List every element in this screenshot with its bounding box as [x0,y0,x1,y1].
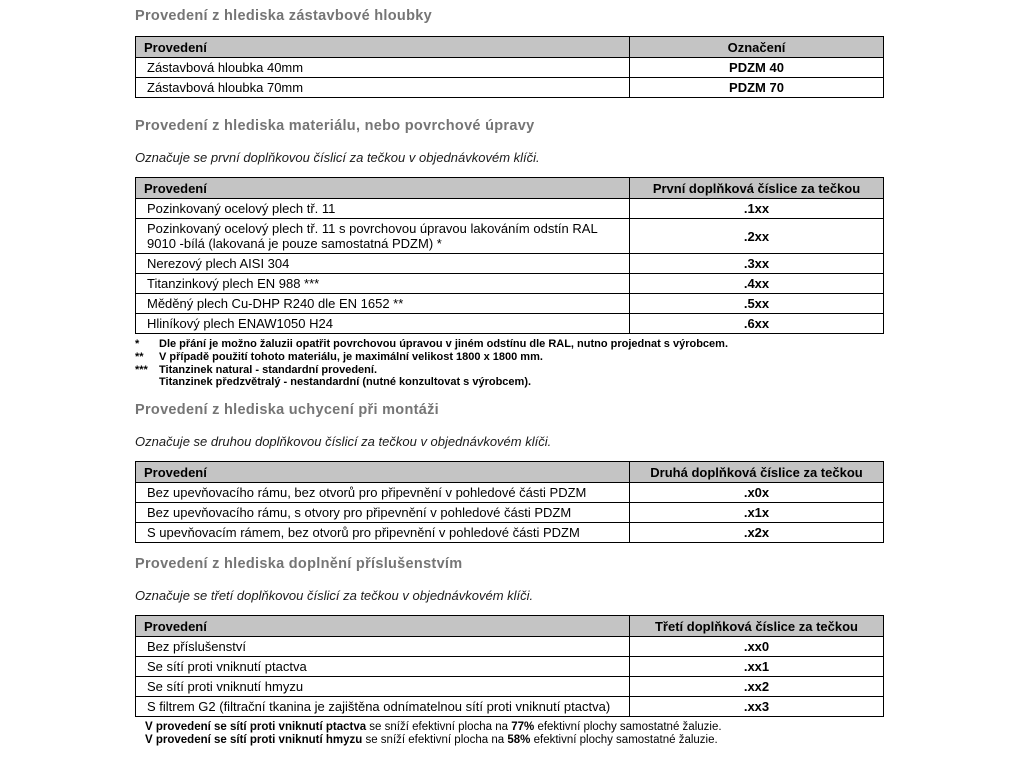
footnotes-material [135,338,884,389]
table-row [136,503,884,523]
note-text: efektivní plochy samostatné žaluzie. [530,733,718,746]
notes-accessories [135,721,884,747]
table-row [136,294,884,314]
table-row [136,314,884,334]
table-row [136,219,884,254]
table-row [136,657,884,677]
note-bold-percent: 58% [507,733,531,746]
section-intro-mount: Označuje se druhou doplňkovou číslicí za tečkou v objednávkovém klíči. [135,434,552,450]
footnote-text: Titanzinek natural - standardní provedení. [159,363,378,376]
cell-digit: .x2x [630,523,884,543]
footnote-text: V případě použití tohoto materiálu, je maximální velikost 1800 x 1800 mm. [159,350,543,363]
note-bold-percent: 77% [511,721,535,734]
note-text: se sníží efektivní plocha na [362,733,508,746]
section-heading-mount: Provedení z hlediska uchycení při montáži [135,402,439,419]
note-bold-lead: V provedení se sítí proti vniknutí hmyzu [145,733,363,746]
col-header-provedeni: Provedení [136,37,630,58]
footnote-text: Dle přání je možno žaluzii opatřit povrchovou úpravou v jiném odstínu dle RAL, nutno projednat s výrobcem. [159,338,729,350]
footnote-line [135,364,884,377]
note-line [145,721,884,734]
cell-provedeni: S filtrem G2 (filtrační tkanina je zajištěna odnímatelnou sítí proti vniknutí ptactva) [136,697,630,717]
col-header-second-digit: Druhá doplňková číslice za tečkou [630,462,884,483]
cell-digit: .x1x [630,503,884,523]
col-header-provedeni: Provedení [136,616,630,637]
cell-provedeni: Titanzinkový plech EN 988 *** [136,274,630,294]
cell-designation: PDZM 70 [630,78,884,98]
table-material [135,177,884,334]
cell-provedeni: Zástavbová hloubka 40mm [136,58,630,78]
cell-digit: .x0x [630,483,884,503]
note-bold-lead: V provedení se sítí proti vniknutí ptactva [145,721,367,734]
cell-provedeni: Se sítí proti vniknutí ptactva [136,657,630,677]
cell-digit: .2xx [630,219,884,254]
cell-digit: .xx1 [630,657,884,677]
table-row [136,523,884,543]
table-row [136,483,884,503]
section-intro-accessories: Označuje se třetí doplňkovou číslicí za tečkou v objednávkovém klíči. [135,588,534,604]
table-mount [135,461,884,543]
footnote-marker: *** [135,363,148,376]
cell-provedeni: Zástavbová hloubka 70mm [136,78,630,98]
cell-digit: .xx2 [630,677,884,697]
table-row [136,637,884,657]
note-line [145,734,884,747]
table-header-row [136,616,884,637]
cell-designation: PDZM 40 [630,58,884,78]
document-content [135,0,884,747]
table-row [136,78,884,98]
footnote-text: Titanzinek předzvětralý - nestandardní (nutné konzultovat s výrobcem). [159,376,532,389]
note-text: efektivní plochy samostatné žaluzie. [534,721,722,734]
col-header-provedeni: Provedení [136,462,630,483]
footnote-line [135,351,884,364]
section-heading-depth: Provedení z hlediska zástavbové hloubky [135,8,432,24]
table-accessories [135,615,884,717]
cell-provedeni: Bez příslušenství [136,637,630,657]
cell-provedeni: Bez upevňovacího rámu, s otvory pro připevnění v pohledové části PDZM [136,503,630,523]
cell-provedeni: Nerezový plech AISI 304 [136,254,630,274]
cell-digit: .xx3 [630,697,884,717]
table-row [136,254,884,274]
table-row [136,199,884,219]
cell-provedeni: Měděný plech Cu-DHP R240 dle EN 1652 ** [136,294,630,314]
footnote-marker: ** [135,350,144,363]
cell-provedeni: Hliníkový plech ENAW1050 H24 [136,314,630,334]
cell-digit: .6xx [630,314,884,334]
col-header-designation: Označení [630,37,884,58]
col-header-third-digit: Třetí doplňková číslice za tečkou [630,616,884,637]
table-row [136,677,884,697]
col-header-first-digit: První doplňková číslice za tečkou [630,178,884,199]
cell-provedeni: Se sítí proti vniknutí hmyzu [136,677,630,697]
cell-provedeni: Pozinkovaný ocelový plech tř. 11 s povrchovou úpravou lakováním odstín RAL 9010 -bílá (lakovaná je pouze samostatná PDZM) * [136,219,630,254]
table-row [136,274,884,294]
table-row [136,697,884,717]
cell-provedeni: Bez upevňovacího rámu, bez otvorů pro připevnění v pohledové části PDZM [136,483,630,503]
cell-digit: .5xx [630,294,884,314]
section-heading-accessories: Provedení z hlediska doplnění příslušenstvím [135,556,463,573]
cell-digit: .4xx [630,274,884,294]
cell-digit: .3xx [630,254,884,274]
footnote-line [135,338,884,351]
footnote-marker: * [135,338,140,350]
table-header-row [136,178,884,199]
cell-provedeni: Pozinkovaný ocelový plech tř. 11 [136,199,630,219]
cell-provedeni: S upevňovacím rámem, bez otvorů pro připevnění v pohledové části PDZM [136,523,630,543]
footnote-marker [135,376,159,389]
cell-digit: .xx0 [630,637,884,657]
footnote-line [135,376,884,389]
section-heading-material: Provedení z hlediska materiálu, nebo povrchové úpravy [135,118,535,134]
table-depth [135,36,884,98]
col-header-provedeni: Provedení [136,178,630,199]
section-intro-material: Označuje se první doplňkovou číslicí za tečkou v objednávkovém klíči. [135,150,540,165]
table-row [136,58,884,78]
table-header-row [136,37,884,58]
table-header-row [136,462,884,483]
note-text: se sníží efektivní plocha na [366,721,512,734]
cell-digit: .1xx [630,199,884,219]
